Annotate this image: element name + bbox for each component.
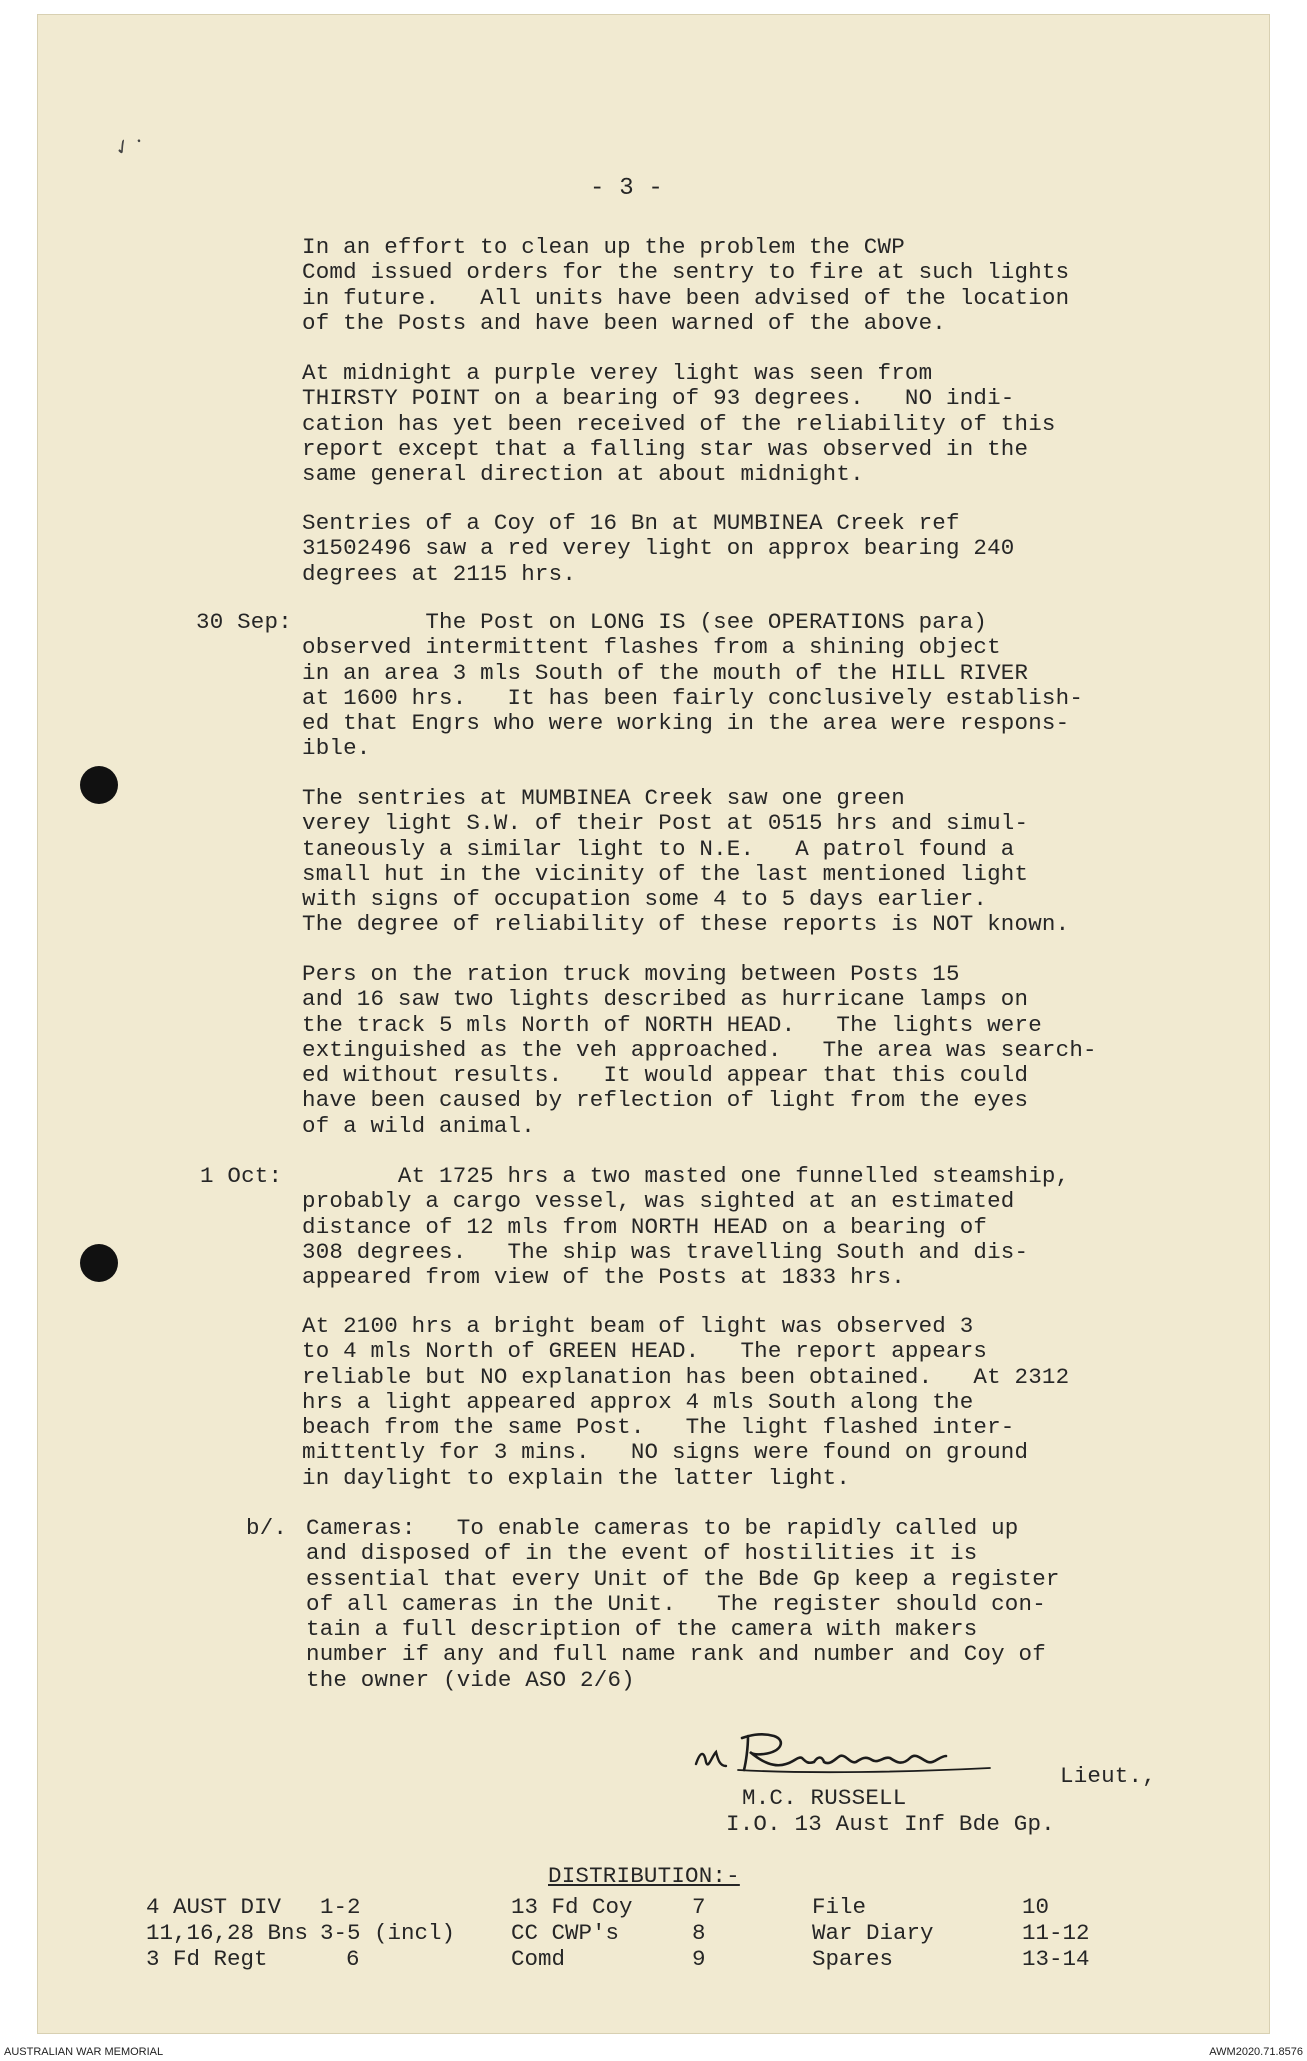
- paragraph: At midnight a purple verey light was seen from THIRSTY POINT on a bearing of 93 degrees. NO indi- cation has yet been received of the reliability of this report except that a falling star was observed in the same general direction at about midnight.: [302, 360, 1056, 488]
- distribution-unit: 3 Fd Regt: [146, 1946, 268, 1972]
- date-label: 1 Oct:: [200, 1163, 283, 1189]
- distribution-copies: 11-12: [1022, 1920, 1090, 1946]
- distribution-copies: 7: [692, 1894, 706, 1920]
- punch-hole: [80, 766, 118, 804]
- signature-appointment: I.O. 13 Aust Inf Bde Gp.: [726, 1811, 1055, 1837]
- distribution-unit: War Diary: [812, 1920, 934, 1946]
- distribution-unit: Comd: [511, 1946, 566, 1972]
- distribution-copies: 3-5 (incl): [320, 1920, 456, 1946]
- handwritten-signature: [690, 1722, 1050, 1782]
- paragraph: At 1725 hrs a two masted one funnelled steamship, probably a cargo vessel, was sighted at an estimated distance of 12 mls from NORTH HEAD on a bearing of 308 degrees. The ship was travelling South and dis- appeared from view of the Posts at 1833 hrs.: [302, 1163, 1070, 1291]
- paragraph: The sentries at MUMBINEA Creek saw one green verey light S.W. of their Post at 0515 hrs and simul- taneously a similar light to N.E. A patrol found a small hut in the vicinity of the last mentioned light with signs of occupation some 4 to 5 days earlier. The degree of reliability of these reports is NOT known.: [302, 785, 1070, 938]
- distribution-heading: DISTRIBUTION:-: [548, 1863, 740, 1889]
- distribution-unit: Spares: [812, 1946, 894, 1972]
- paragraph: Pers on the ration truck moving between Posts 15 and 16 saw two lights described as hurricane lamps on the track 5 mls North of NORTH HEAD. The lights were extinguished as the veh approached. The area was search- ed without results. It would appear that this could have been caused by reflection of light from the eyes of a wild animal.: [302, 961, 1097, 1139]
- archive-reference: AWM2020.71.8576: [1209, 2046, 1303, 2058]
- distribution-unit: CC CWP's: [511, 1920, 620, 1946]
- distribution-copies: 6: [346, 1946, 360, 1972]
- paragraph: Sentries of a Coy of 16 Bn at MUMBINEA Creek ref 31502496 saw a red verey light on approx bearing 240 degrees at 2115 hrs.: [302, 510, 1015, 587]
- paragraph: In an effort to clean up the problem the CWP Comd issued orders for the sentry to fire at such lights in future. All units have been advised of the location of the Posts and have been warned of the above.: [302, 234, 1070, 336]
- signature-name: M.C. RUSSELL: [742, 1785, 907, 1811]
- distribution-copies: 1-2: [320, 1894, 361, 1920]
- distribution-unit: File: [812, 1894, 867, 1920]
- section-label: b/.: [246, 1515, 288, 1541]
- page-number: - 3 -: [590, 175, 664, 202]
- distribution-copies: 10: [1022, 1894, 1050, 1920]
- date-label: 30 Sep:: [196, 609, 292, 635]
- distribution-copies: 8: [692, 1920, 706, 1946]
- pencil-mark: ✓ ⸳: [109, 126, 146, 162]
- distribution-unit: 11,16,28 Bns: [146, 1920, 309, 1946]
- distribution-copies: 9: [692, 1946, 706, 1972]
- paragraph: The Post on LONG IS (see OPERATIONS para) observed intermittent flashes from a shining object in an area 3 mls South of the mouth of the HILL RIVER at 1600 hrs. It has been fairly conclusively establish- ed that Engrs who were working in the area were respons- ible.: [302, 609, 1084, 762]
- distribution-copies: 13-14: [1022, 1946, 1090, 1972]
- signature-rank: Lieut.,: [1060, 1763, 1156, 1789]
- distribution-unit: 13 Fd Coy: [511, 1894, 633, 1920]
- paragraph: Cameras: To enable cameras to be rapidly called up and disposed of in the event of hostilities it is essential that every Unit of the Bde Gp keep a register of all cameras in the Unit. The register should con- tain a full description of the camera with makers number if any and full name rank and number and Coy of the owner (vide ASO 2/6): [306, 1515, 1060, 1693]
- punch-hole: [80, 1244, 118, 1282]
- paragraph: At 2100 hrs a bright beam of light was observed 3 to 4 mls North of GREEN HEAD. The report appears reliable but NO explanation has been obtained. At 2312 hrs a light appeared approx 4 mls South along the beach from the same Post. The light flashed inter- mittently for 3 mins. NO signs were found on ground in daylight to explain the latter light.: [302, 1313, 1070, 1491]
- archive-label: AUSTRALIAN WAR MEMORIAL: [4, 2046, 164, 2058]
- distribution-unit: 4 AUST DIV: [146, 1894, 282, 1920]
